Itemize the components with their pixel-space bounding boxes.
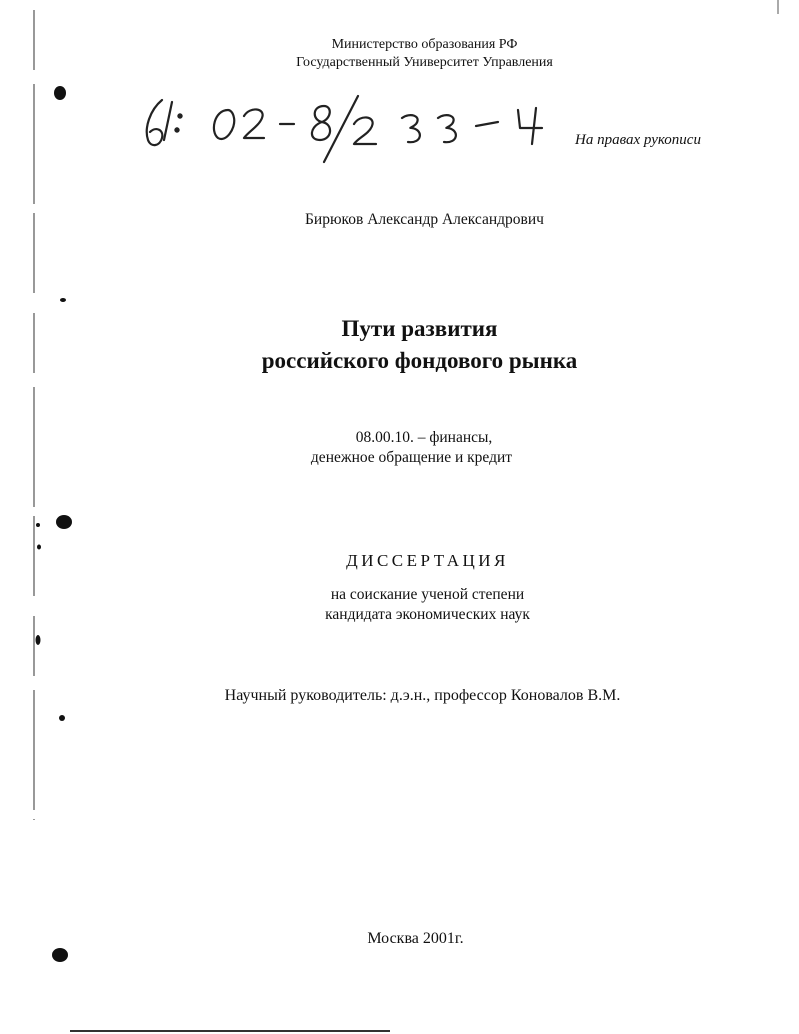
handwritten-registration-number	[140, 88, 560, 168]
institution-header	[25, 36, 799, 72]
specialty-name: денежное обращение и кредит	[310, 449, 513, 466]
author-name: Бирюков Александр Александрович	[305, 211, 544, 228]
specialty	[12, 428, 799, 468]
degree-line-1: на соискание ученой степени	[330, 586, 525, 603]
document-type: ДИССЕРТАЦИЯ	[346, 551, 509, 570]
ministry-name: Министерство образования РФ	[331, 37, 518, 52]
city-and-year: Москва 2001г.	[367, 930, 464, 947]
university-name: Государственный Университет Управления	[296, 55, 553, 70]
scientific-supervisor: Научный руководитель: д.э.н., профессор Коновалов В.М.	[224, 687, 621, 704]
title-line-2: российского фондового рынка	[261, 348, 578, 373]
degree-line-2: кандидата экономических наук	[325, 606, 530, 623]
specialty-code: 08.00.10. – финансы,	[355, 429, 493, 446]
dissertation-title	[20, 313, 799, 377]
manuscript-rights-note: На правах рукописи	[575, 132, 701, 148]
title-line-1: Пути развития	[341, 316, 498, 341]
degree-sought	[28, 585, 799, 625]
